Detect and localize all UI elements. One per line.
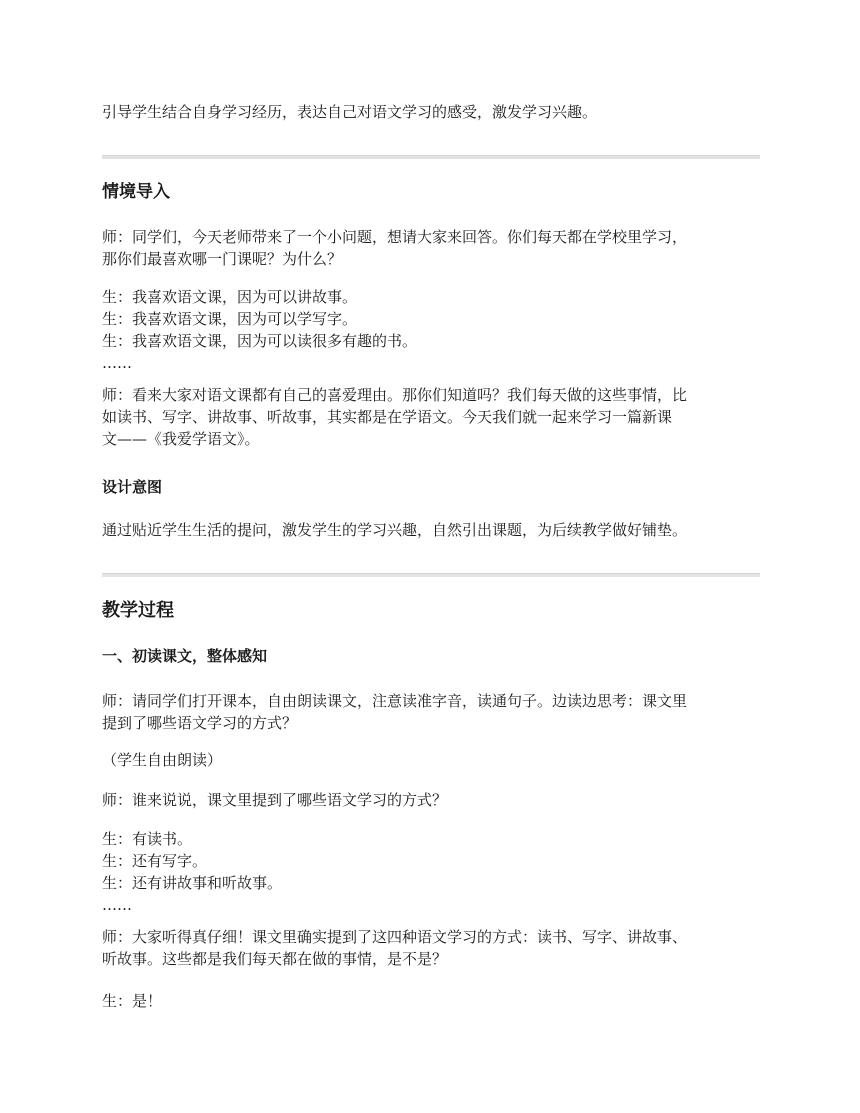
paragraph-line: 师：同学们，今天老师带来了一个小问题，想请大家来回答。你们每天都在学校里学习， — [102, 228, 688, 246]
student-answer-line: 生：还有写字。 — [102, 852, 208, 870]
section-heading-situation: 情境导入 — [102, 182, 170, 202]
teacher-question-paragraph — [102, 226, 760, 270]
paragraph-line: 师：大家听得真仔细！课文里确实提到了这四种语文学习的方式：读书、写字、讲故事、 — [102, 928, 688, 946]
section-heading-process: 教学过程 — [102, 600, 174, 621]
student-final-line: 生：是！ — [102, 992, 163, 1010]
section-divider — [102, 573, 760, 577]
step-heading: 一、初读课文，整体感知 — [102, 647, 268, 665]
paragraph-line: 文——《我爱学语文》。 — [102, 430, 260, 448]
student-answer-line: 生：我喜欢语文课，因为可以讲故事。 — [102, 288, 358, 306]
student-answer-line: 生：还有讲故事和听故事。 — [102, 874, 283, 892]
teacher-instruction-paragraph — [102, 690, 760, 734]
paragraph-line: 那你们最喜欢哪一门课呢？为什么？ — [102, 250, 343, 268]
stage-direction: （学生自由朗读） — [102, 751, 223, 769]
paragraph-line: 如读书、写字、讲故事、听故事，其实都是在学语文。今天我们就一起来学习一篇新课 — [102, 408, 673, 426]
ellipsis-line: …… — [102, 896, 132, 914]
paragraph-line: 师：请同学们打开课本，自由朗读课文，注意读准字音，读通句子。边读边思考：课文里 — [102, 692, 688, 710]
teacher-question-line: 师：谁来说说，课文里提到了哪些语文学习的方式？ — [102, 791, 448, 809]
teacher-summary-paragraph — [102, 926, 760, 970]
student-answer-line: 生：我喜欢语文课，因为可以读很多有趣的书。 — [102, 332, 418, 350]
student-answers-block — [102, 828, 760, 916]
student-answer-line: 生：有读书。 — [102, 830, 193, 848]
intro-paragraph: 引导学生结合自身学习经历，表达自己对语文学习的感受，激发学习兴趣。 — [102, 103, 598, 121]
student-answer-line: 生：我喜欢语文课，因为可以学写字。 — [102, 310, 358, 328]
paragraph-line: 师：看来大家对语文课都有自己的喜爱理由。那你们知道吗？我们每天做的这些事情，比 — [102, 386, 688, 404]
section-divider — [102, 155, 760, 159]
paragraph-line: 听故事。这些都是我们每天都在做的事情，是不是？ — [102, 950, 448, 968]
teacher-summary-paragraph — [102, 384, 760, 450]
ellipsis-line: …… — [102, 354, 132, 372]
student-answers-block — [102, 286, 760, 374]
design-intent-paragraph: 通过贴近学生生活的提问，激发学生的学习兴趣，自然引出课题，为后续教学做好铺垫。 — [102, 521, 688, 539]
design-intent-heading: 设计意图 — [102, 478, 163, 496]
paragraph-line: 提到了哪些语文学习的方式？ — [102, 714, 298, 732]
